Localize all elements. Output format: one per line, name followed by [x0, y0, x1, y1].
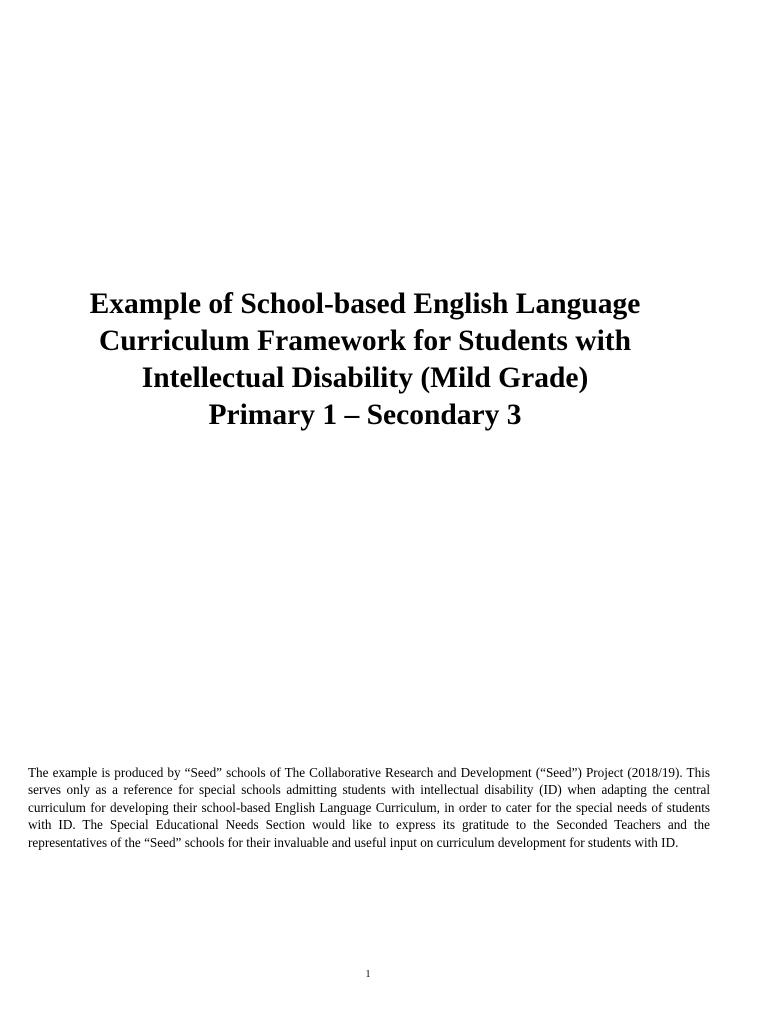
page-number: 1 — [365, 969, 371, 980]
document-title — [20, 286, 710, 434]
title-line-2: Curriculum Framework for Students with — [98, 325, 632, 357]
title-line-1: Example of School-based English Language — [89, 288, 641, 320]
credit-paragraph: The example is produced by “Seed” schools of The Collaborative Research and Development (“Seed”) Project (2018/19). This serves only as a reference for special schools admitting students with intellectual disability (ID) when adapting the central curriculum for developing their school-based English Language Curriculum, in order to cater for the special needs of students with ID. The Special Educational Needs Section would like to express its gratitude to the Seconded Teachers and the representatives of the “Seed” schools for their invaluable and useful input on curriculum development for students with ID. — [28, 765, 710, 850]
title-line-3: Intellectual Disability (Mild Grade) — [141, 362, 589, 394]
title-line-4: Primary 1 – Secondary 3 — [208, 399, 522, 431]
